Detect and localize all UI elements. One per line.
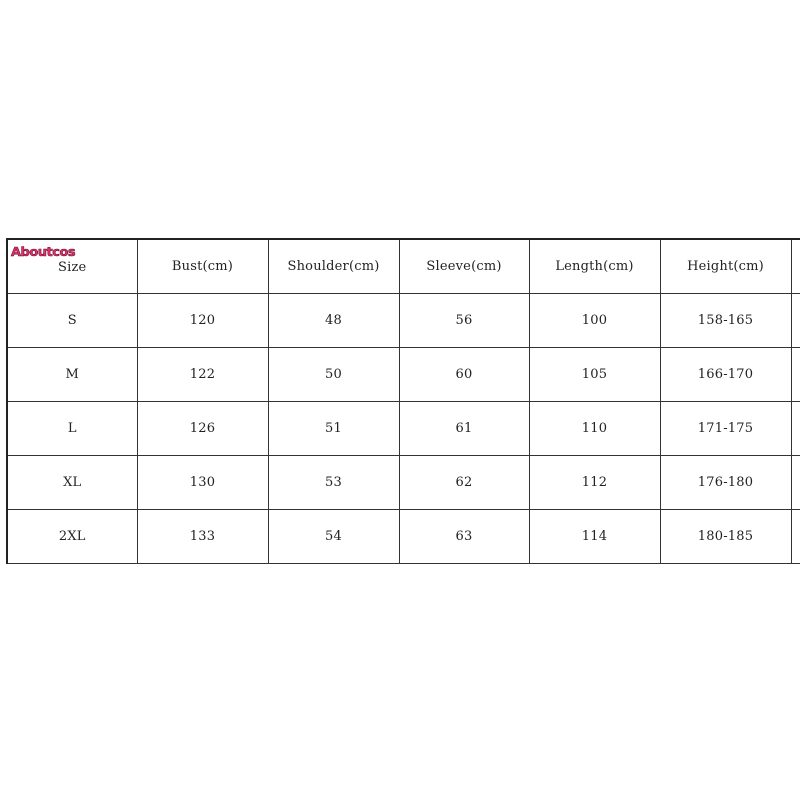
header-size [7,239,137,294]
cell-shoulder: 54 [268,510,399,564]
table-row [7,348,800,402]
table-row [7,294,800,348]
cell-bust: 126 [137,402,268,456]
cell-size: S [7,294,137,348]
size-chart [6,238,800,564]
size-table [6,238,800,564]
header-sleeve: Sleeve(cm) [399,239,529,294]
cell-sleeve: 63 [399,510,529,564]
cell-height: 166-170 [660,348,791,402]
header-height: Height(cm) [660,239,791,294]
cell-shoulder: 53 [268,456,399,510]
cell-shoulder: 51 [268,402,399,456]
cell-height: 158-165 [660,294,791,348]
cell-length: 105 [529,348,660,402]
cell-sleeve: 56 [399,294,529,348]
header-row [7,239,800,294]
cell-extra [791,510,800,564]
table-row [7,456,800,510]
cell-extra [791,402,800,456]
cell-sleeve: 62 [399,456,529,510]
brand-logo: Aboutcos [11,245,76,260]
cell-height: 176-180 [660,456,791,510]
header-shoulder: Shoulder(cm) [268,239,399,294]
cell-bust: 122 [137,348,268,402]
cell-bust: 133 [137,510,268,564]
header-extra [791,239,800,294]
cell-height: 180-185 [660,510,791,564]
cell-length: 112 [529,456,660,510]
cell-extra [791,456,800,510]
cell-shoulder: 50 [268,348,399,402]
cell-length: 110 [529,402,660,456]
cell-size: XL [7,456,137,510]
cell-shoulder: 48 [268,294,399,348]
cell-size: M [7,348,137,402]
cell-height: 171-175 [660,402,791,456]
cell-size: 2XL [7,510,137,564]
header-bust: Bust(cm) [137,239,268,294]
header-size-label: Size [58,260,87,275]
cell-extra [791,348,800,402]
cell-extra [791,294,800,348]
cell-sleeve: 60 [399,348,529,402]
cell-bust: 130 [137,456,268,510]
cell-size: L [7,402,137,456]
table-row [7,402,800,456]
cell-bust: 120 [137,294,268,348]
cell-length: 114 [529,510,660,564]
cell-sleeve: 61 [399,402,529,456]
header-length: Length(cm) [529,239,660,294]
table-row [7,510,800,564]
cell-length: 100 [529,294,660,348]
